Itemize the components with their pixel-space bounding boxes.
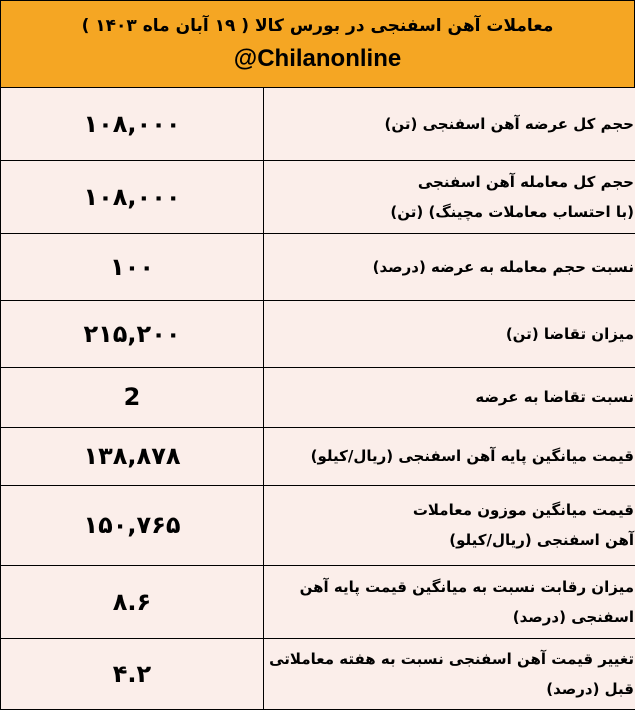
row-label (264, 638, 635, 709)
row-label-line: قبل (درصد) (546, 679, 634, 698)
table-row (1, 367, 635, 427)
table-row (1, 88, 635, 160)
table-row (1, 233, 635, 300)
table-row (1, 160, 635, 233)
table-title: معاملات آهن اسفنجی در بورس کالا ( ۱۹ آبان ماه ۱۴۰۳ ) (81, 16, 554, 36)
stats-table (1, 88, 635, 709)
table-header (1, 1, 634, 88)
row-label-line: نسبت حجم معامله به عرضه (درصد) (372, 257, 634, 276)
row-label (264, 427, 635, 485)
row-label-line: حجم کل معامله آهن اسفنجی (417, 172, 634, 191)
row-label-line: قیمت میانگین موزون معاملات (412, 501, 634, 519)
table-row (1, 638, 635, 709)
row-value: ۱۵۰,۷۶۵ (1, 485, 264, 565)
row-label-line: آهن اسفنجی (ریال/کیلو) (449, 531, 634, 549)
row-value: ۸.۶ (1, 565, 264, 638)
row-label-line: قیمت میانگین پایه آهن اسفنجی (ریال/کیلو) (310, 447, 634, 465)
row-label-line: میزان رقابت نسبت به میانگین قیمت پایه آهن (299, 577, 634, 596)
table-row (1, 565, 635, 638)
row-value: ۱۰۰ (1, 233, 264, 300)
row-label (264, 300, 635, 367)
row-value: ۱۰۸,۰۰۰ (1, 88, 264, 160)
table-row (1, 300, 635, 367)
table-row (1, 427, 635, 485)
table-row (1, 485, 635, 565)
row-label-line: تغییر قیمت آهن اسفنجی نسبت به هفته معاملاتی (269, 649, 634, 668)
row-label (264, 367, 635, 427)
row-label-line: حجم کل عرضه آهن اسفنجی (تن) (384, 114, 634, 133)
row-label (264, 160, 635, 233)
row-value: ۱۰۸,۰۰۰ (1, 160, 264, 233)
row-label (264, 233, 635, 300)
row-value: 2 (1, 367, 264, 427)
row-label-line: اسفنجی (درصد) (512, 607, 634, 626)
row-label-line: (با احتساب معاملات مچینگ) (تن) (390, 202, 634, 221)
row-label (264, 485, 635, 565)
row-value: ۲۱۵,۲۰۰ (1, 300, 264, 367)
row-label (264, 565, 635, 638)
row-value: ۱۳۸,۸۷۸ (1, 427, 264, 485)
row-label-line: نسبت تقاضا به عرضه (475, 388, 634, 406)
row-value: ۴.۲ (1, 638, 264, 709)
row-label-line: میزان تقاضا (تن) (505, 324, 634, 343)
source-handle: @Chilanonline (233, 45, 402, 72)
row-label (264, 88, 635, 160)
